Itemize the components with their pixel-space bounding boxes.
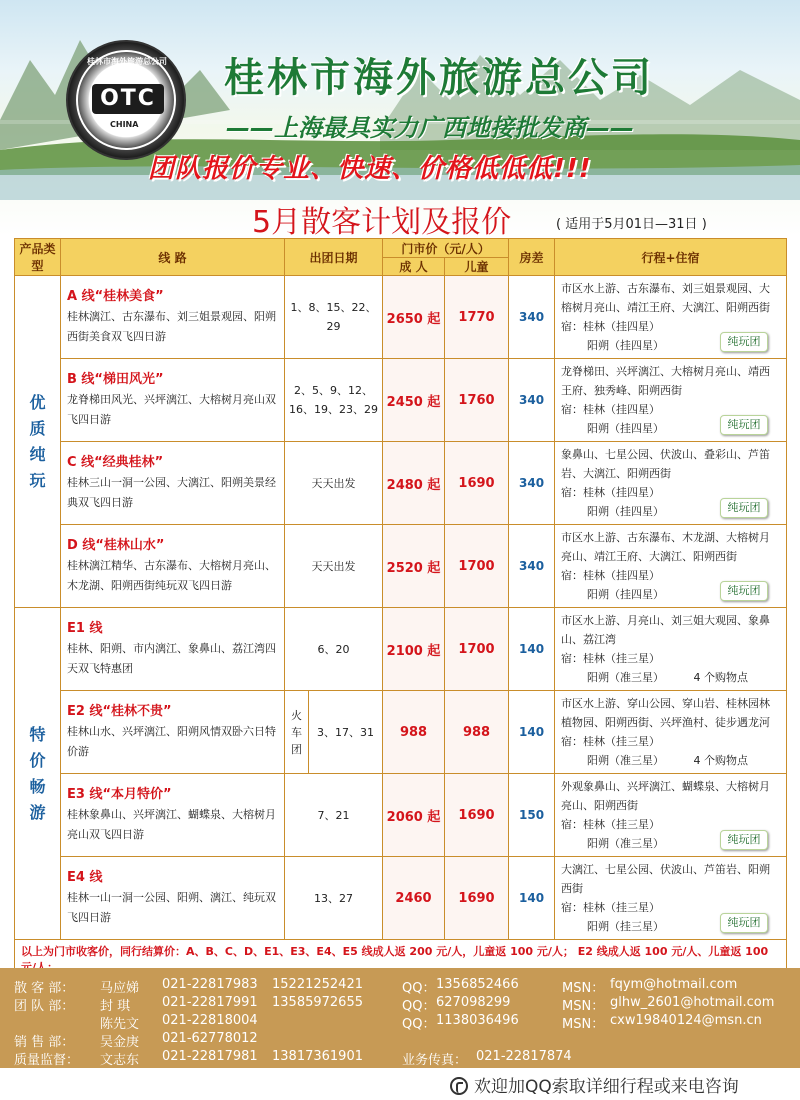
route-cell [61,359,285,442]
itinerary-cell [555,525,787,608]
stay-yangshuo: 阳朔（挂四星） [587,339,665,352]
child-price: 988 [445,691,509,774]
stay-yangshuo: 阳朔（准三星） [587,837,665,850]
sales-phone: 021-22817983 [162,977,258,992]
fax-label: 业务传真： [402,1053,468,1068]
group-mobile: 13585972655 [272,995,363,1010]
route-name: E1 线 [67,621,103,636]
table-header-row [15,239,787,258]
marketing-phone: 021-62778012 [162,1031,258,1046]
departure-dates: 2、5、9、12、16、19、23、29 [285,359,383,442]
sales-person: 马应娣 [100,981,140,996]
adult-price: 2520 起 [383,525,445,608]
sales-dept-label: 散 客 部： [14,981,75,996]
itinerary-text: 象鼻山、七星公园、伏波山、叠彩山、芦笛岩、大漓江、阳朔西街 [561,448,771,480]
route-cell [61,276,285,359]
price-footnote: 以上为门市收客价，同行结算价：A、B、C、D、E1、E3、E4、E5 线成人返 200 元/人，儿童返 100 元/人； E2 线成人返 100 元/人、儿童返 100 [15,940,787,979]
route-desc: 桂林三山一洞一公园、大漓江、阳朔美景经典双飞四日游 [67,476,276,509]
table-row [15,691,787,774]
pure-tour-badge: 纯玩团 [720,332,768,352]
table-row [15,774,787,857]
train-tour-label [285,691,309,774]
adult-price: 2650 起 [383,276,445,359]
qa-dept-label: 质量监督： [14,1053,80,1068]
departure-dates: 3、17、31 [309,691,383,774]
route-name: E3 线“本月特价” [67,787,172,802]
pure-tour-badge: 纯玩团 [720,830,768,850]
category-special-label: 特价畅游 [29,724,46,822]
stay-yangshuo: 阳朔（挂四星） [587,505,665,518]
group-dept-label: 团 队 部： [14,999,75,1014]
stay-yangshuo-row [561,751,780,770]
stay-yangshuo: 阳朔（挂三星） [587,920,665,933]
group-person-2: 陈先文 [100,1017,140,1032]
header-price: 门市价（元/人） [383,239,509,258]
company-slogan: ——上海最具实力广西地接批发商—— [226,114,634,142]
route-cell [61,857,285,940]
qa-phone: 021-22817981 [162,1049,258,1064]
route-cell [61,774,285,857]
itinerary-cell [555,857,787,940]
header-route: 线 路 [61,239,285,276]
route-cell [61,442,285,525]
stay-yangshuo: 阳朔（准三星） [587,671,665,684]
pure-tour-badge: 纯玩团 [720,913,768,933]
shopping-stops: 4 个购物点 [693,754,749,767]
consult-text: 欢迎加QQ索取详细行程或来电咨询 [474,1077,739,1097]
itinerary-cell [555,774,787,857]
route-name: C 线“经典桂林” [67,455,164,470]
route-name: D 线“桂林山水” [67,538,165,553]
stay-yangshuo-row [561,668,780,687]
category-special [15,608,61,940]
adult-price: 2060 起 [383,774,445,857]
sales-qq-label: QQ： [402,981,436,996]
header-adult: 成 人 [383,258,445,276]
route-name: A 线“桂林美食” [67,289,164,304]
itinerary-cell [555,276,787,359]
shopping-stops: 4 个购物点 [693,671,749,684]
room-difference: 150 [509,774,555,857]
itinerary-text: 外观象鼻山、兴坪漓江、蝴蝶泉、大榕树月亮山、阳朔西街 [561,780,771,812]
route-desc: 桂林山水、兴坪漓江、阳朔风情双卧六日特价游 [67,725,276,758]
itinerary-text: 市区水上游、古东瀑布、木龙湖、大榕树月亮山、靖江王府、大漓江、阳朔西街 [561,531,771,563]
stay-yangshuo: 阳朔（挂四星） [587,422,665,435]
table-row [15,857,787,940]
departure-dates: 6、20 [285,608,383,691]
route-name: E4 线 [67,870,103,885]
departure-dates: 7、21 [285,774,383,857]
room-difference: 340 [509,359,555,442]
group-qq-label: QQ： [402,999,436,1014]
header-room: 房差 [509,239,555,276]
fax-number: 021-22817874 [476,1049,572,1064]
marketing-person: 吴金庚 [100,1035,140,1050]
category-premium [15,276,61,608]
header-category: 产品类型 [15,239,61,276]
group-qq2-label: QQ： [402,1017,436,1032]
itinerary-text: 市区水上游、月亮山、刘三姐大观园、象鼻山、荔江湾 [561,614,771,646]
group-msn-label: MSN： [562,999,605,1014]
room-difference: 340 [509,442,555,525]
child-price: 1700 [445,525,509,608]
plan-title: 5月散客计划及报价 [252,205,512,236]
sales-qq: 1356852466 [436,977,519,992]
phone-icon [450,1077,468,1095]
stay-yangshuo: 阳朔（挂四星） [587,588,665,601]
group-person: 封 琪 [100,999,131,1014]
child-price: 1690 [445,442,509,525]
marketing-dept-label: 销 售 部： [14,1035,75,1050]
logo-ring-text: 桂林市海外旅游总公司 [87,57,167,66]
route-desc: 桂林漓江、古东瀑布、刘三姐景观园、阳朔西街美食双飞四日游 [67,310,276,343]
table-row [15,608,787,691]
itinerary-cell [555,442,787,525]
qa-mobile: 13817361901 [272,1049,363,1064]
child-price: 1700 [445,608,509,691]
route-desc: 桂林漓江精华、古东瀑布、大榕树月亮山、木龙湖、阳朔西街纯玩双飞四日游 [67,559,276,592]
adult-price: 2480 起 [383,442,445,525]
route-name: B 线“梯田风光” [67,372,164,387]
sales-msn-label: MSN： [562,981,605,996]
stay-guilin: 宿：桂林（挂三星） [561,818,661,831]
stay-guilin: 宿：桂林（挂三星） [561,735,661,748]
price-table [14,238,787,979]
departure-dates: 天天出发 [285,525,383,608]
route-desc: 桂林一山一洞一公园、阳朔、漓江、纯玩双飞四日游 [67,891,276,924]
group-msn: glhw_2601@hotmail.com [610,995,775,1010]
itinerary-text: 大漓江、七星公园、伏波山、芦笛岩、阳朔西街 [561,863,771,895]
stay-guilin: 宿：桂林（挂三星） [561,652,661,665]
group-msn-2: cxw19840124@msn.cn [610,1013,762,1028]
table-row [15,442,787,525]
qa-person: 文志东 [100,1053,140,1068]
price-table-container [14,238,786,979]
stay-guilin: 宿：桂林（挂四星） [561,320,661,333]
header-departure: 出团日期 [285,239,383,276]
room-difference: 340 [509,525,555,608]
adult-price: 2450 起 [383,359,445,442]
promo-banner: 团队报价专业、快速、价格低低低!!! [148,154,592,184]
pure-tour-badge: 纯玩团 [720,498,768,518]
company-name: 桂林市海外旅游总公司 [224,55,654,101]
child-price: 1690 [445,857,509,940]
child-price: 1690 [445,774,509,857]
group-qq: 627098299 [436,995,511,1010]
room-difference: 140 [509,691,555,774]
header-banner [0,0,800,236]
table-row [15,359,787,442]
group-phone: 021-22817991 [162,995,258,1010]
header-child: 儿童 [445,258,509,276]
train-tour-text: 火车团 [291,708,302,756]
departure-dates: 天天出发 [285,442,383,525]
itinerary-cell [555,608,787,691]
table-row [15,276,787,359]
stay-guilin: 宿：桂林（挂三星） [561,901,661,914]
sales-msn: fqym@hotmail.com [610,977,738,992]
departure-dates: 13、27 [285,857,383,940]
logo-otc-label: OTC [92,84,164,114]
logo-country-label: CHINA [110,120,139,129]
header-itinerary: 行程+住宿 [555,239,787,276]
departure-dates: 1、8、15、22、29 [285,276,383,359]
child-price: 1760 [445,359,509,442]
plan-validity-note: ( 适用于5月01日—31日 ) [556,217,707,232]
route-name: E2 线“桂林不贵” [67,704,172,719]
itinerary-cell [555,359,787,442]
route-cell [61,691,285,774]
stay-guilin: 宿：桂林（挂四星） [561,569,661,582]
group-qq-2: 1138036496 [436,1013,519,1028]
stay-guilin: 宿：桂林（挂四星） [561,486,661,499]
stay-guilin: 宿：桂林（挂四星） [561,403,661,416]
consult-message [450,1072,739,1097]
itinerary-text: 龙脊梯田、兴坪漓江、大榕树月亮山、靖西王府、独秀峰、阳朔西街 [561,365,771,397]
itinerary-text: 市区水上游、穿山公园、穿山岩、桂林园林植物园、阳朔西街、兴坪渔村、徒步遇龙河 [561,697,771,729]
company-logo [66,40,186,160]
category-premium-label: 优质纯玩 [29,392,46,490]
route-cell [61,608,285,691]
child-price: 1770 [445,276,509,359]
route-desc: 龙脊梯田风光、兴坪漓江、大榕树月亮山双飞四日游 [67,393,276,426]
route-desc: 桂林象鼻山、兴坪漓江、蝴蝶泉、大榕树月亮山双飞四日游 [67,808,276,841]
itinerary-cell [555,691,787,774]
pure-tour-badge: 纯玩团 [720,415,768,435]
adult-price: 2100 起 [383,608,445,691]
itinerary-text: 市区水上游、古东瀑布、刘三姐景观园、大榕树月亮山、靖江王府、大漓江、阳朔西街 [561,282,771,314]
group-msn2-label: MSN： [562,1017,605,1032]
pure-tour-badge: 纯玩团 [720,581,768,601]
table-row [15,525,787,608]
stay-yangshuo: 阳朔（准三星） [587,754,665,767]
room-difference: 140 [509,857,555,940]
adult-price: 988 [383,691,445,774]
group-phone-2: 021-22818004 [162,1013,258,1028]
contact-panel [0,968,800,1068]
room-difference: 340 [509,276,555,359]
room-difference: 140 [509,608,555,691]
route-desc: 桂林、阳朔、市内漓江、象鼻山、荔江湾四天双飞特惠团 [67,642,276,675]
sales-mobile: 15221252421 [272,977,363,992]
adult-price: 2460 [383,857,445,940]
route-cell [61,525,285,608]
